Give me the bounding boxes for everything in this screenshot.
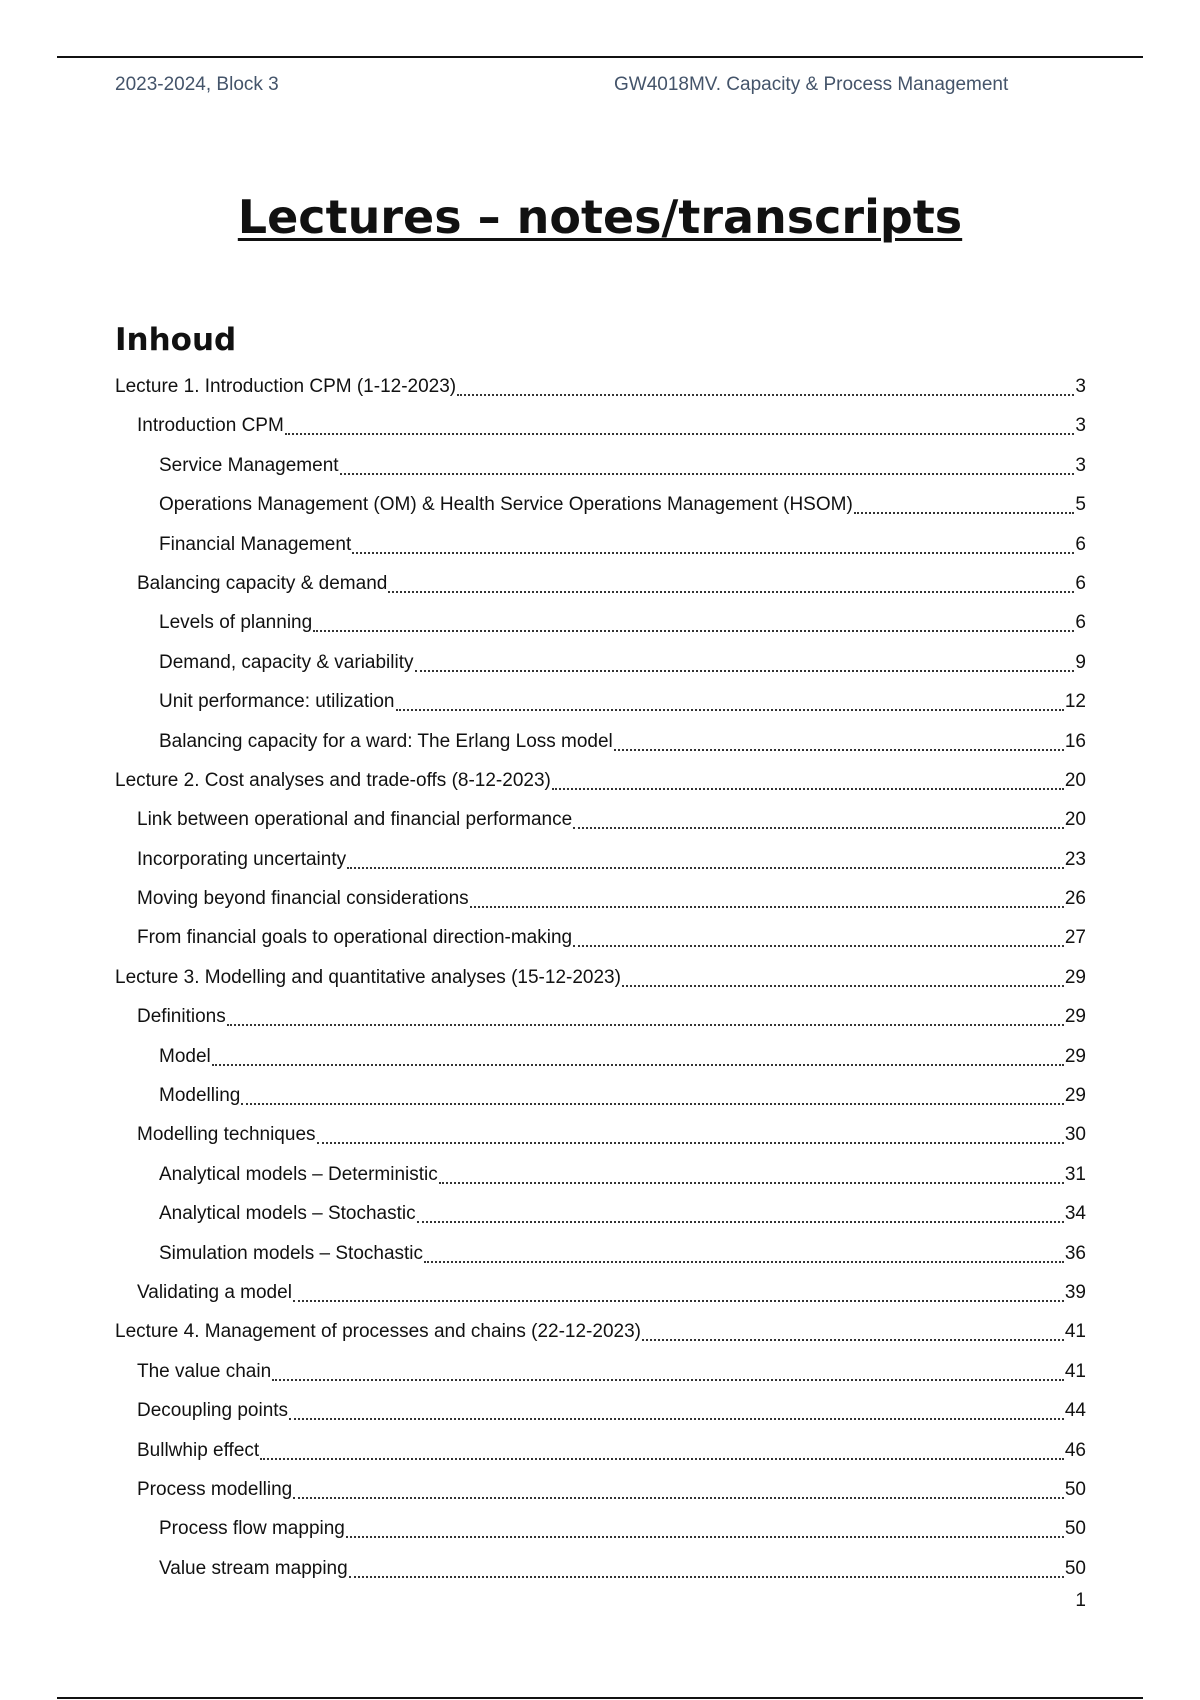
- toc-leader-dots: [439, 1170, 1064, 1184]
- toc-leader-dots: [285, 421, 1075, 435]
- toc-entry-text: Process flow mapping: [159, 1518, 345, 1540]
- toc-entry-text: Service Management: [159, 454, 339, 476]
- toc-entry-page: 30: [1064, 1124, 1086, 1146]
- toc-entry-text: Unit performance: utilization: [159, 691, 395, 713]
- toc-entry-page: 36: [1064, 1242, 1086, 1264]
- toc-entry-page: 29: [1064, 1045, 1086, 1067]
- toc-leader-dots: [396, 697, 1064, 711]
- toc-leader-dots: [293, 1288, 1064, 1302]
- toc-entry-page: 50: [1064, 1518, 1086, 1540]
- toc-leader-dots: [552, 776, 1064, 790]
- page-header: [115, 74, 1085, 100]
- toc-entry-text: Analytical models – Stochastic: [159, 1203, 416, 1225]
- toc-entry-text: Simulation models – Stochastic: [159, 1242, 424, 1264]
- toc-entry-page: 3: [1075, 415, 1086, 437]
- toc-entry-page: 34: [1064, 1203, 1086, 1225]
- toc-entry-text: Lecture 4. Management of processes and chains (22-12-2023): [115, 1321, 641, 1343]
- toc-entry[interactable]: [115, 1398, 1086, 1437]
- toc-entry[interactable]: [115, 1201, 1086, 1240]
- toc-entry-text: Decoupling points: [137, 1400, 289, 1422]
- toc-entry[interactable]: [115, 1319, 1086, 1358]
- toc-entry[interactable]: [115, 925, 1086, 964]
- toc-entry-text: Demand, capacity & variability: [159, 651, 414, 673]
- toc-entry-page: 6: [1075, 572, 1086, 594]
- toc-entry[interactable]: [115, 1280, 1086, 1319]
- toc-entry[interactable]: [115, 1044, 1086, 1083]
- toc-entry-page: 5: [1075, 494, 1086, 516]
- toc-leader-dots: [415, 658, 1075, 672]
- toc-entry[interactable]: [115, 729, 1086, 768]
- toc-entry-page: 12: [1064, 691, 1086, 713]
- toc-entry-text: Value stream mapping: [159, 1557, 348, 1579]
- toc-entry-text: Financial Management: [159, 533, 352, 555]
- toc-entry-text: Model: [159, 1045, 211, 1067]
- toc-entry-text: Introduction CPM: [137, 415, 284, 437]
- toc-entry[interactable]: [115, 1162, 1086, 1201]
- toc-entry-page: 26: [1064, 888, 1086, 910]
- toc-entry[interactable]: [115, 532, 1086, 571]
- toc-entry-page: 39: [1064, 1281, 1086, 1303]
- toc-entry[interactable]: [115, 374, 1086, 413]
- toc-entry[interactable]: [115, 1477, 1086, 1516]
- toc-leader-dots: [340, 461, 1075, 475]
- toc-entry-page: 27: [1064, 927, 1086, 949]
- toc-leader-dots: [457, 382, 1074, 396]
- header-rule: [57, 56, 1143, 58]
- table-of-contents: [115, 374, 1086, 1595]
- toc-entry-page: 29: [1064, 1085, 1086, 1107]
- header-course-title: GW4018MV. Capacity & Process Management: [614, 74, 1009, 95]
- toc-entry-page: 3: [1075, 376, 1086, 397]
- toc-entry-page: 50: [1064, 1478, 1086, 1500]
- toc-leader-dots: [622, 973, 1064, 987]
- toc-entry[interactable]: [115, 768, 1086, 807]
- toc-entry-text: Balancing capacity & demand: [137, 572, 388, 594]
- toc-entry-page: 41: [1064, 1360, 1086, 1382]
- toc-entry-page: 6: [1075, 612, 1086, 634]
- toc-leader-dots: [317, 1130, 1064, 1144]
- toc-entry-text: From financial goals to operational direction-making: [137, 927, 573, 949]
- toc-entry-page: 9: [1075, 651, 1086, 673]
- toc-entry-text: Analytical models – Deterministic: [159, 1163, 438, 1185]
- toc-leader-dots: [347, 855, 1064, 869]
- document-title: Lectures – notes/transcripts: [237, 190, 963, 244]
- toc-entry[interactable]: [115, 413, 1086, 452]
- toc-entry-text: Incorporating uncertainty: [137, 848, 347, 870]
- toc-leader-dots: [388, 579, 1074, 593]
- toc-entry-text: Balancing capacity for a ward: The Erlang Loss model: [159, 730, 613, 752]
- toc-entry[interactable]: [115, 492, 1086, 531]
- page-number: 1: [1075, 1590, 1086, 1611]
- toc-entry[interactable]: [115, 689, 1086, 728]
- toc-entry-page: 16: [1064, 730, 1086, 752]
- toc-entry-page: 23: [1064, 848, 1086, 870]
- toc-entry-text: Bullwhip effect: [137, 1439, 260, 1461]
- toc-entry[interactable]: [115, 1122, 1086, 1161]
- footer-rule: [57, 1697, 1143, 1699]
- toc-leader-dots: [352, 540, 1074, 554]
- toc-entry-page: 31: [1064, 1163, 1086, 1185]
- toc-entry-text: Lecture 3. Modelling and quantitative analyses (15-12-2023): [115, 966, 621, 988]
- toc-entry-text: Process modelling: [137, 1478, 293, 1500]
- toc-entry-page: 6: [1075, 533, 1086, 555]
- toc-entry-text: The value chain: [137, 1360, 272, 1382]
- toc-entry-text: Operations Management (OM) & Health Service Operations Management (HSOM): [159, 494, 853, 516]
- toc-entry-page: 20: [1064, 809, 1086, 831]
- toc-leader-dots: [642, 1327, 1064, 1341]
- toc-leader-dots: [417, 1209, 1064, 1223]
- toc-entry[interactable]: [115, 1241, 1086, 1280]
- toc-leader-dots: [614, 737, 1064, 751]
- toc-entry-text: Modelling: [159, 1085, 241, 1107]
- toc-entry[interactable]: [115, 1438, 1086, 1477]
- toc-entry[interactable]: [115, 1083, 1086, 1122]
- toc-entry-text: Lecture 1. Introduction CPM (1-12-2023): [115, 376, 457, 397]
- toc-entry[interactable]: [115, 847, 1086, 886]
- toc-entry[interactable]: [115, 1004, 1086, 1043]
- toc-leader-dots: [260, 1446, 1064, 1460]
- toc-leader-dots: [349, 1564, 1064, 1578]
- toc-heading: Inhoud: [115, 322, 237, 358]
- toc-entry-page: 29: [1064, 1006, 1086, 1028]
- toc-leader-dots: [289, 1406, 1064, 1420]
- toc-entry-text: Lecture 2. Cost analyses and trade-offs (8-12-2023): [115, 769, 551, 791]
- toc-entry-text: Moving beyond financial considerations: [137, 888, 469, 910]
- toc-entry[interactable]: [115, 571, 1086, 610]
- toc-leader-dots: [227, 1012, 1064, 1026]
- toc-entry[interactable]: [115, 807, 1086, 846]
- toc-leader-dots: [470, 894, 1064, 908]
- toc-entry-page: 29: [1064, 966, 1086, 988]
- toc-leader-dots: [313, 618, 1074, 632]
- toc-leader-dots: [212, 1052, 1064, 1066]
- toc-entry-text: Link between operational and financial performance: [137, 809, 573, 831]
- toc-entry-text: Validating a model: [137, 1281, 292, 1303]
- toc-entry-page: 3: [1075, 454, 1086, 476]
- toc-entry-text: Modelling techniques: [137, 1124, 316, 1146]
- toc-entry[interactable]: [115, 1556, 1086, 1595]
- toc-entry[interactable]: [115, 1516, 1086, 1555]
- toc-leader-dots: [293, 1485, 1064, 1499]
- toc-entry-page: 41: [1064, 1321, 1086, 1343]
- toc-entry[interactable]: [115, 650, 1086, 689]
- toc-entry-text: Levels of planning: [159, 612, 313, 634]
- toc-entry[interactable]: [115, 965, 1086, 1004]
- toc-entry[interactable]: [115, 1359, 1086, 1398]
- toc-leader-dots: [346, 1524, 1064, 1538]
- toc-entry-page: 44: [1064, 1400, 1086, 1422]
- toc-entry-page: 20: [1064, 769, 1086, 791]
- header-academic-year: 2023-2024, Block 3: [115, 74, 279, 95]
- toc-entry-page: 50: [1064, 1557, 1086, 1579]
- toc-leader-dots: [573, 815, 1064, 829]
- toc-entry[interactable]: [115, 453, 1086, 492]
- toc-leader-dots: [854, 500, 1075, 514]
- toc-entry[interactable]: [115, 886, 1086, 925]
- toc-leader-dots: [573, 933, 1064, 947]
- toc-entry-page: 46: [1064, 1439, 1086, 1461]
- toc-leader-dots: [272, 1367, 1064, 1381]
- toc-leader-dots: [424, 1249, 1064, 1263]
- toc-entry[interactable]: [115, 610, 1086, 649]
- toc-entry-text: Definitions: [137, 1006, 226, 1028]
- toc-leader-dots: [241, 1091, 1064, 1105]
